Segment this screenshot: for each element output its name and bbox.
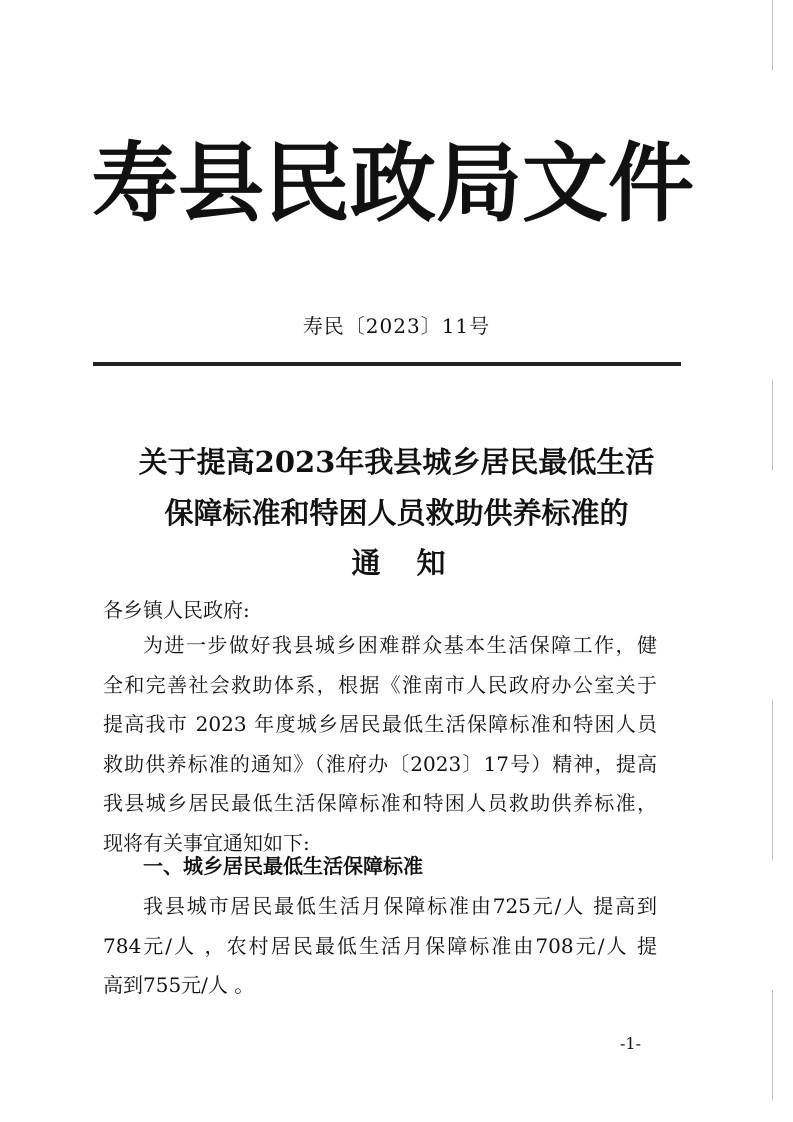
header-char: 局 (436, 133, 522, 234)
header-divider (93, 362, 681, 366)
header-char: 政 (350, 133, 436, 234)
scan-margin-line (772, 990, 773, 1100)
paragraph-intro (103, 626, 657, 863)
paragraph-line: 全和完善社会救助体系，根据《淮南市人民政府办公室关于 (103, 672, 657, 697)
header-char: 寿 (92, 133, 178, 234)
salutation: 各乡镇人民政府: (103, 598, 250, 622)
section-heading: 一、城乡居民最低生活保障标准 (143, 854, 423, 878)
paragraph-line: 784元/人 ，农村居民最低生活月保障标准由708元/人 提 (103, 933, 657, 958)
header-char: 文 (522, 133, 608, 234)
paragraph-line: 为进一步做好我县城乡困难群众基本生活保障工作，健 (143, 633, 657, 657)
paragraph-line: 救助供养标准的通知》（淮府办〔2023〕17号）精神，提高 (103, 751, 657, 776)
scan-margin-line (772, 0, 773, 70)
paragraph-line: 现将有关事宜通知如下: (103, 830, 310, 855)
paragraph-line: 提高我市 2023 年度城乡居民最低生活保障标准和特困人员 (103, 712, 657, 736)
paragraph-section-1 (103, 887, 657, 1006)
scan-margin-line (772, 700, 773, 860)
scan-margin-line (772, 380, 773, 470)
paragraph-line: 高到755元/人 。 (103, 973, 255, 997)
document-number: 寿民〔2023〕11号 (302, 314, 491, 338)
title-line-2: 保障标准和特困人员救助供养标准的 (164, 496, 629, 530)
title-line-3: 通知 (351, 546, 482, 580)
header-char: 县 (178, 133, 264, 234)
title-line-1: 关于提高2023年我县城乡居民最低生活 (138, 445, 655, 479)
header-char: 件 (608, 133, 694, 234)
header-char: 民 (264, 133, 350, 234)
paragraph-line: 我县城乡居民最低生活保障标准和特困人员救助供养标准， (103, 791, 657, 815)
page-number: -1- (620, 1034, 641, 1053)
document-header (92, 128, 692, 240)
paragraph-line: 我县城市居民最低生活月保障标准由725元/人 提高到 (143, 894, 657, 918)
